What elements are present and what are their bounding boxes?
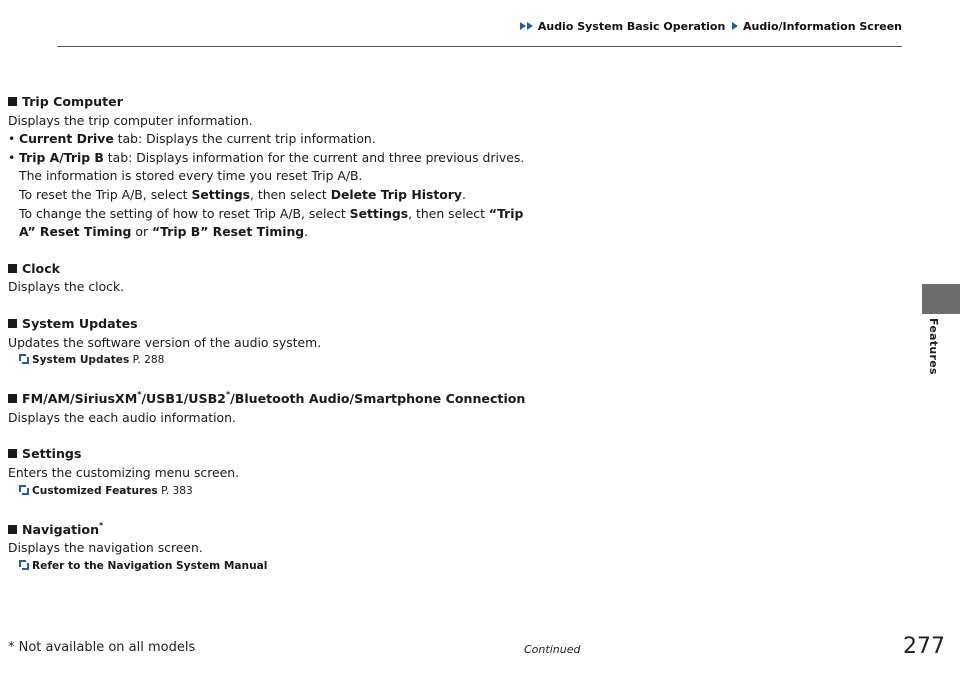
menu-term: A” Reset Timing: [19, 224, 132, 240]
reference-arrow-icon: [19, 560, 29, 570]
paragraph-line: To change the setting of how to reset Trip A/B, select Settings, then select “Trip: [19, 205, 524, 221]
continued-label: Continued: [524, 643, 581, 656]
triangle-right-icon: [520, 22, 526, 30]
section-title: [8, 315, 608, 334]
menu-term: Settings: [191, 186, 250, 202]
bullet-item: • Current Drive tab: Displays the current trip information.: [8, 131, 376, 147]
section-description: Displays the clock.: [8, 279, 125, 295]
term: Trip A/Trip B: [19, 149, 104, 165]
section-description: Displays the each audio information.: [8, 409, 236, 425]
square-bullet-icon: [8, 319, 17, 328]
term-description: tab: Displays information for the current and three previous drives.: [103, 149, 525, 165]
section-navigation: [8, 517, 608, 574]
section-title-text: Trip Computer: [22, 94, 123, 109]
cross-reference-link[interactable]: [8, 558, 608, 574]
section-title: [8, 517, 608, 540]
section-title-text: Settings: [22, 446, 82, 462]
square-bullet-icon: [8, 97, 17, 106]
section-tab-label: Features: [927, 318, 940, 375]
reference-page: P. 288: [129, 354, 165, 367]
section-title: [8, 93, 608, 112]
footnote-marker: *: [99, 520, 104, 530]
menu-term: Delete Trip History: [330, 186, 462, 202]
section-description: Displays the trip computer information.: [8, 112, 253, 128]
section-title: FM/AM/SiriusXM*/USB1/USB2*/Bluetooth Audio/Smartphone Connection: [8, 386, 608, 409]
paragraph-line: A” Reset Timing or “Trip B” Reset Timing.: [19, 224, 309, 240]
section-trip-computer: [8, 93, 608, 242]
menu-term: “Trip: [488, 205, 524, 221]
section-description: Enters the customizing menu screen.: [8, 464, 240, 480]
footnote: * Not available on all models: [8, 640, 196, 655]
section-title-text: System Updates: [22, 315, 138, 331]
section-audio-sources: [8, 386, 608, 427]
square-bullet-icon: [8, 449, 17, 458]
section-description: Updates the software version of the audio system.: [8, 334, 322, 350]
reference-arrow-icon: [19, 485, 29, 495]
menu-term: Settings: [349, 205, 409, 221]
triangle-right-icon: [732, 22, 738, 30]
reference-arrow-icon: [19, 354, 29, 364]
footnote-marker: *: [137, 390, 142, 400]
section-tab: [922, 284, 960, 314]
section-system-updates: [8, 315, 608, 368]
breadcrumb-item-basic-operation[interactable]: Audio System Basic Operation: [537, 20, 726, 33]
cross-reference-link[interactable]: [8, 352, 608, 368]
paragraph-line: To reset the Trip A/B, select Settings, then select Delete Trip History.: [19, 186, 466, 202]
breadcrumb: [520, 20, 902, 33]
section-title: [8, 260, 608, 279]
section-title-text: Navigation: [22, 521, 100, 537]
page-number: 277: [903, 634, 945, 659]
section-description: Displays the navigation screen.: [8, 540, 203, 556]
square-bullet-icon: [8, 264, 17, 273]
term: Current Drive: [19, 131, 114, 147]
section-title: [8, 445, 608, 464]
square-bullet-icon: [8, 394, 17, 403]
main-content: [8, 93, 608, 592]
reference-label: Refer to the Navigation System Manual: [32, 559, 268, 572]
triangle-right-icon: [527, 22, 533, 30]
footnote-marker: *: [225, 390, 231, 400]
header-divider: [57, 46, 902, 47]
reference-page: P. 383: [157, 484, 193, 497]
section-title-text: Clock: [22, 260, 61, 276]
breadcrumb-item-info-screen[interactable]: Audio/Information Screen: [742, 20, 902, 33]
bullet-item: • Trip A/Trip B tab: Displays information for the current and three previous drives.: [8, 149, 525, 165]
section-clock: [8, 260, 608, 297]
paragraph-line: The information is stored every time you reset Trip A/B.: [19, 168, 363, 184]
reference-label: System Updates: [32, 354, 130, 367]
reference-label: Customized Features: [32, 484, 158, 497]
cross-reference-link[interactable]: [8, 483, 608, 499]
term-description: tab: Displays the current trip information.: [113, 131, 376, 147]
square-bullet-icon: [8, 525, 17, 534]
menu-term: “Trip B” Reset Timing: [151, 224, 305, 240]
section-settings: [8, 445, 608, 498]
